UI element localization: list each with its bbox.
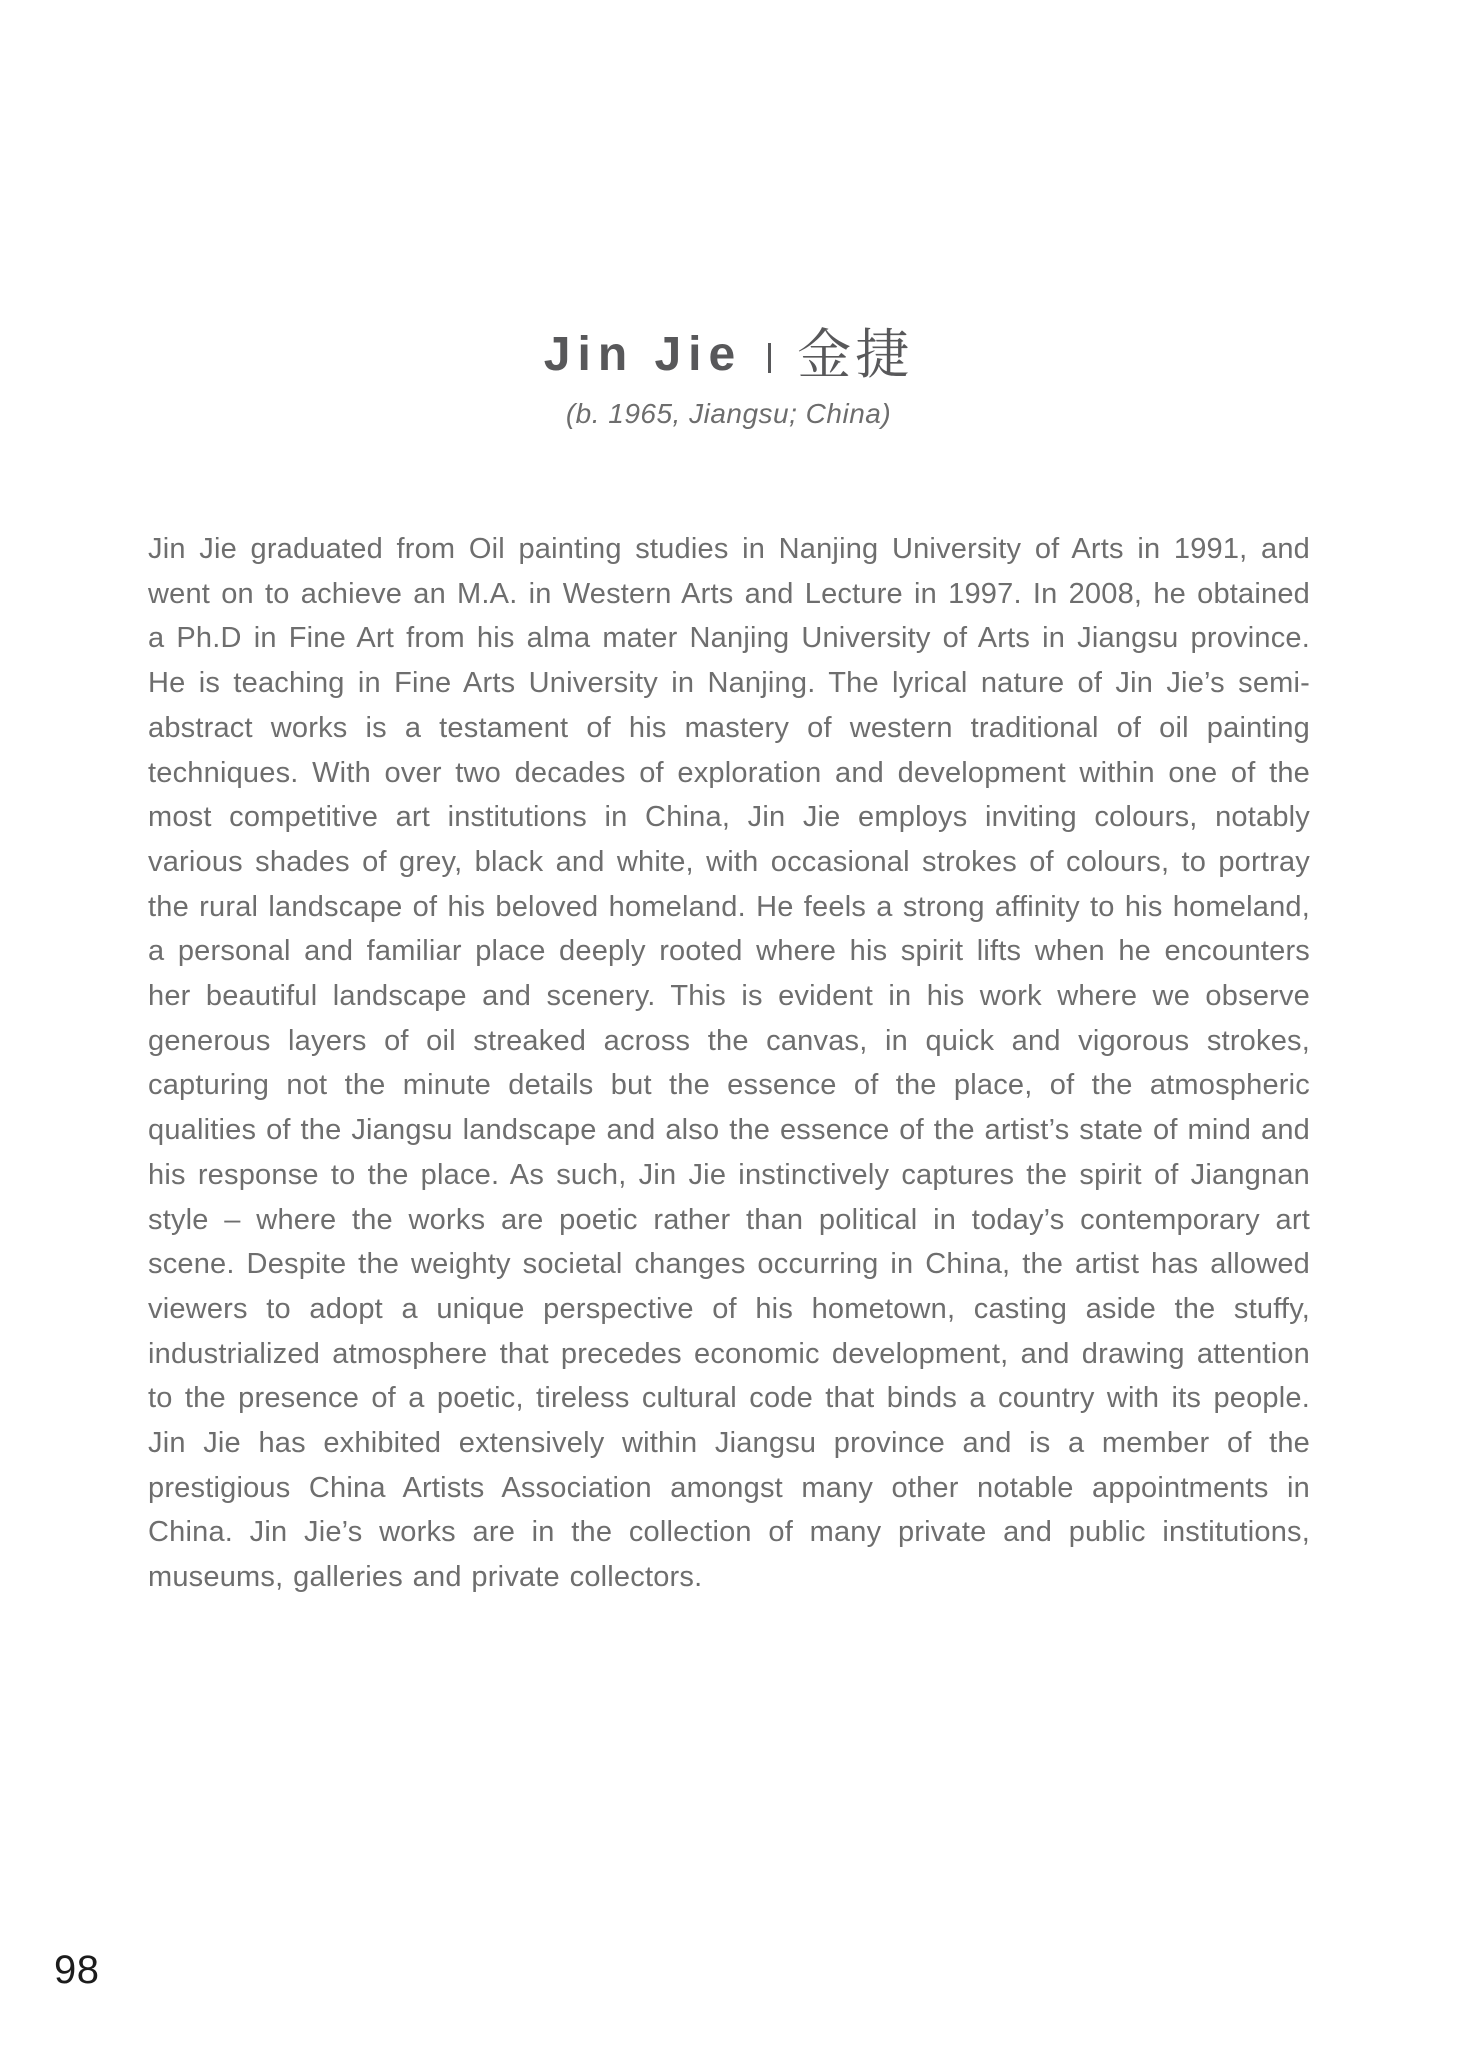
- artist-biography-paragraph: Jin Jie graduated from Oil painting studies in Nanjing University of Arts in 1991, and went on to achieve an M.A. in Western Arts and Lecture in 1997. In 2008, he obtained a Ph.D in Fine Art from his alma mater Nanjing University of Arts in Jiangsu province. He is teaching in Fine Arts University in Nanjing. The lyrical nature of Jin Jie’s semi-abstract works is a testament of his mastery of western traditional of oil painting techniques. With over two decades of exploration and development within one of the most competitive art institutions in China, Jin Jie employs inviting colours, notably various shades of grey, black and white, with occasional strokes of colours, to portray the rural landscape of his beloved homeland. He feels a strong affinity to his homeland, a personal and familiar place deeply rooted where his spirit lifts when he encounters her beautiful landscape and scenery. This is evident in his work where we observe generous layers of oil streaked across the canvas, in quick and vigorous strokes, capturing not the minute details but the essence of the place, of the atmospheric qualities of the Jiangsu landscape and also the essence of the artist’s state of mind and his response to the place. As such, Jin Jie instinctively captures the spirit of Jiangnan style – where the works are poetic rather than political in today’s contemporary art scene. Despite the weighty societal changes occurring in China, the artist has allowed viewers to adopt a unique perspective of his hometown, casting aside the stuffy, industrialized atmosphere that precedes economic development, and drawing attention to the presence of a poetic, tireless cultural code that binds a country with its people. Jin Jie has exhibited extensively within Jiangsu province and is a member of the prestigious China Artists Association amongst many other notable appointments in China. Jin Jie’s works are in the collection of many private and public institutions, museums, galleries and private collectors.: [148, 533, 1310, 1594]
- artist-birth-info: (b. 1965, Jiangsu; China): [565, 398, 892, 429]
- artist-name-chinese: 金捷: [797, 325, 914, 385]
- title-separator-bar: [768, 343, 771, 373]
- page-number: 98: [54, 1948, 100, 1992]
- artist-name-english: Jin Jie: [543, 328, 743, 381]
- artist-title-row: [0, 325, 1457, 385]
- artist-header: [0, 325, 1457, 430]
